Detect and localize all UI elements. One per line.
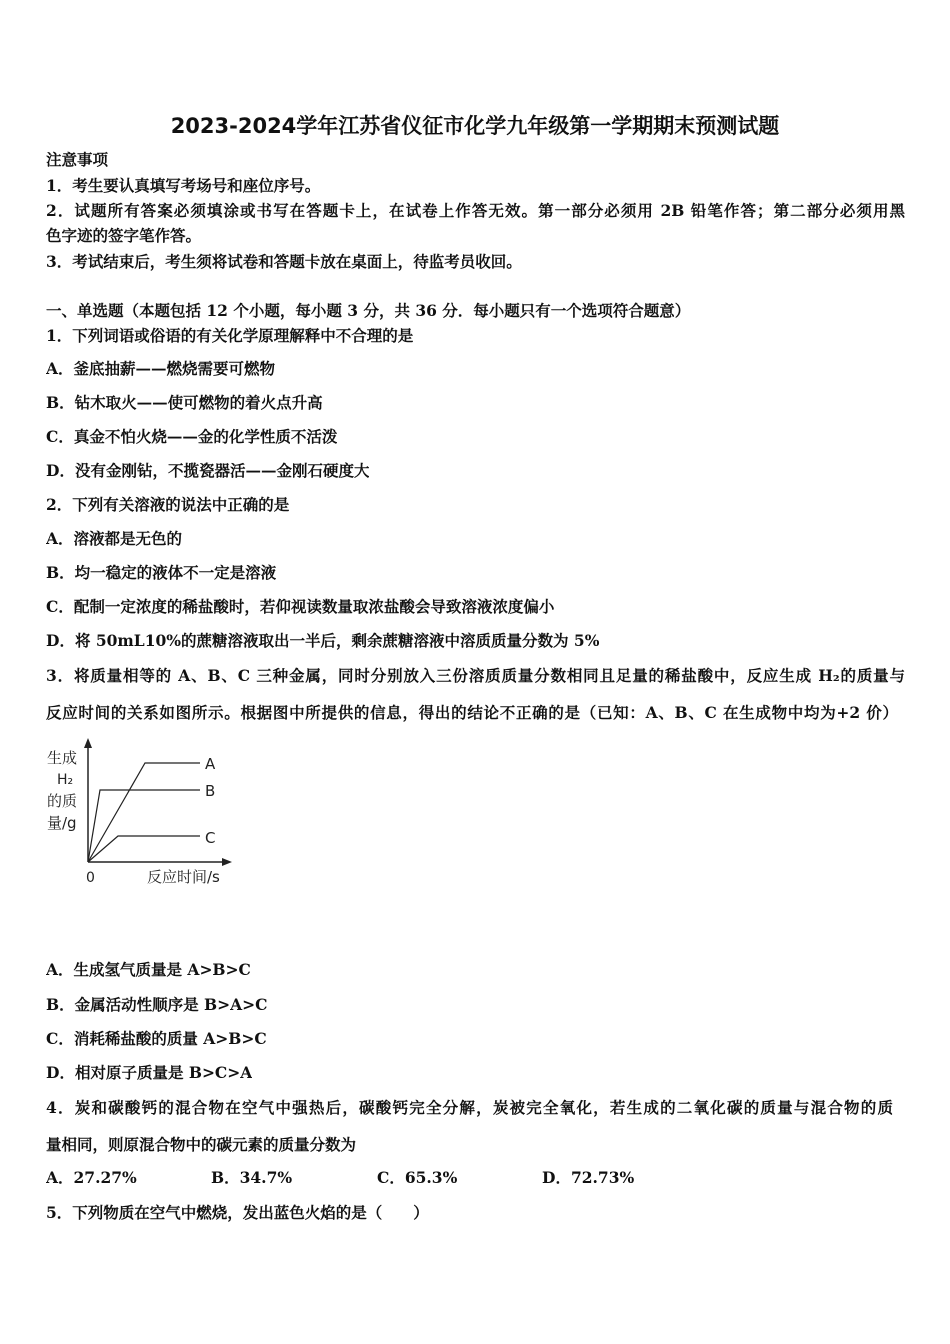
- question-2-option-b: B．均一稳定的液体不一定是溶液: [46, 563, 277, 582]
- question-4-stem: 4．炭和碳酸钙的混合物在空气中强热后，碳酸钙完全分解，炭被完全氧化，若生成的二氧化碳的质量与混合物的质: [46, 1098, 893, 1117]
- y-axis-label-line: 生成: [47, 749, 78, 767]
- mass-time-graph: [40, 735, 240, 895]
- exam-title: 2023-2024学年江苏省仪征市化学九年级第一学期期末预测试题: [170, 114, 780, 138]
- series-label-a: A: [205, 755, 216, 773]
- question-1-option-a: A．釜底抽薪——燃烧需要可燃物: [46, 359, 276, 378]
- question-3-stem: 3．将质量相等的 A、B、C 三种金属，同时分别放入三份溶质质量分数相同且足量的稀盐酸中，反应生成 H₂的质量与: [46, 666, 905, 685]
- question-4-option-c: C．65.3%: [377, 1168, 458, 1187]
- y-axis-label-line: H₂: [57, 772, 74, 788]
- question-3-option-c: C．消耗稀盐酸的质量 A>B>C: [46, 1029, 267, 1048]
- notice-line: 3．考试结束后，考生须将试卷和答题卡放在桌面上，待监考员收回。: [46, 252, 522, 271]
- question-2-option-c: C．配制一定浓度的稀盐酸时，若仰视读数量取浓盐酸会导致溶液浓度偏小: [46, 597, 555, 616]
- notice-line: 2．试题所有答案必须填涂或书写在答题卡上，在试卷上作答无效。第一部分必须用 2B 铅笔作答；第二部分必须用黑: [46, 201, 905, 220]
- question-1-option-b: B．钻木取火——使可燃物的着火点升高: [46, 393, 323, 412]
- notice-line: 色字迹的签字笔作答。: [46, 226, 202, 245]
- question-5-stem: 5．下列物质在空气中燃烧，发出蓝色火焰的是（ ）: [46, 1203, 429, 1222]
- question-1-option-c: C．真金不怕火烧——金的化学性质不活泼: [46, 427, 338, 446]
- series-line-b: [88, 790, 200, 862]
- question-1-option-d: D．没有金刚钻，不揽瓷器活——金刚石硬度大: [46, 461, 370, 480]
- y-axis-label-line: 量/g: [47, 814, 77, 832]
- section-heading: 一、单选题（本题包括 12 个小题，每小题 3 分，共 36 分．每小题只有一个选项符合题意）: [46, 301, 691, 320]
- x-axis-arrow: [222, 858, 232, 866]
- notice-heading: 注意事项: [46, 150, 109, 169]
- question-4-stem: 量相同，则原混合物中的碳元素的质量分数为: [46, 1135, 357, 1154]
- question-3-option-a: A．生成氢气质量是 A>B>C: [46, 960, 251, 979]
- y-axis-arrow: [84, 738, 92, 748]
- series-label-c: C: [205, 829, 216, 847]
- question-3-option-d: D．相对原子质量是 B>C>A: [46, 1063, 253, 1082]
- x-axis-label: 反应时间/s: [147, 868, 220, 886]
- y-axis-label-line: 的质: [47, 792, 78, 810]
- question-2-stem: 2．下列有关溶液的说法中正确的是: [46, 495, 290, 514]
- origin-label: 0: [86, 870, 95, 886]
- question-3-option-b: B．金属活动性顺序是 B>A>C: [46, 995, 268, 1014]
- notice-line: 1．考生要认真填写考场号和座位序号。: [46, 176, 321, 195]
- question-2-option-a: A．溶液都是无色的: [46, 529, 183, 548]
- question-2-option-d: D．将 50mL10%的蔗糖溶液取出一半后，剩余蔗糖溶液中溶质质量分数为 5%: [46, 631, 600, 650]
- series-line-c: [88, 836, 200, 862]
- question-4-option-a: A．27.27%: [46, 1168, 137, 1187]
- question-4-option-b: B．34.7%: [211, 1168, 293, 1187]
- series-label-b: B: [205, 782, 216, 800]
- question-1-stem: 1．下列词语或俗语的有关化学原理解释中不合理的是: [46, 326, 414, 345]
- question-4-option-d: D．72.73%: [542, 1168, 635, 1187]
- question-3-stem: 反应时间的关系如图所示。根据图中所提供的信息，得出的结论不正确的是（已知：A、B、C 在生成物中均为+2 价）: [46, 703, 898, 722]
